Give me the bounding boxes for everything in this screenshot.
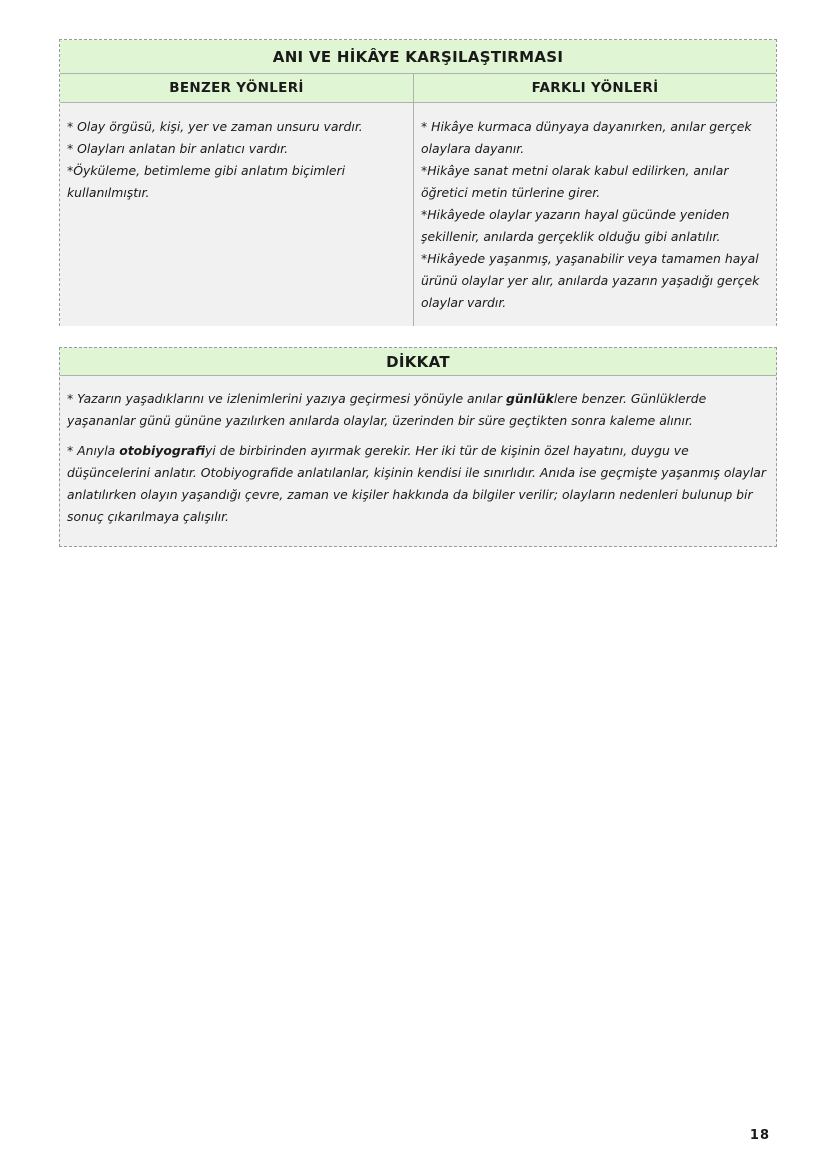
column-headers — [60, 74, 776, 103]
similar-cell — [60, 103, 414, 326]
dikkat-bold-term: günlük — [505, 391, 554, 406]
comparison-title: ANI VE HİKÂYE KARŞILAŞTIRMASI — [60, 40, 776, 74]
comparison-body — [60, 103, 776, 326]
dikkat-bold-term: otobiyografi — [119, 443, 205, 458]
dikkat-text: lere benzer. Günlüklerde yaşananlar günü gününe yazılırken anılarda olaylar, üzerinden bir süre geçtikten sonra kaleme alınır. — [67, 391, 707, 428]
different-item: *Hikâyede olaylar yazarın hayal gücünde yeniden şekillenir, anılarda gerçeklik olduğu gibi anlatılır. — [421, 207, 730, 244]
dikkat-text: * Anıyla — [67, 443, 120, 458]
different-item: * Hikâye kurmaca dünyaya dayanırken, anılar gerçek olaylara dayanır. — [421, 119, 752, 156]
page-number: 18 — [749, 1128, 770, 1143]
different-item: *Hikâye sanat metni olarak kabul edilirken, anılar öğretici metin türlerine girer. — [421, 163, 729, 200]
dikkat-paragraph — [67, 388, 769, 432]
different-cell — [414, 103, 776, 326]
dikkat-title: DİKKAT — [60, 348, 776, 376]
different-item: *Hikâyede yaşanmış, yaşanabilir veya tamamen hayal ürünü olaylar yer alır, anılarda yazarın yaşadığı gerçek olaylar vardır. — [421, 251, 760, 310]
similar-item: * Olayları anlatan bir anlatıcı vardır. — [67, 141, 289, 156]
similar-header: BENZER YÖNLERİ — [60, 74, 414, 102]
dikkat-box — [59, 347, 777, 547]
dikkat-text: * Yazarın yaşadıklarını ve izlenimlerini yazıya geçirmesi yönüyle anılar — [67, 391, 506, 406]
comparison-table — [59, 39, 777, 326]
similar-item: * Olay örgüsü, kişi, yer ve zaman unsuru vardır. — [67, 119, 363, 134]
dikkat-text: yi de birbirinden ayırmak gerekir. Her iki tür de kişinin özel hayatını, duygu ve düşüncelerini anlatır. Otobiyografide anlatılanlar, kişinin kendisi ile sınırlıdır. Anıda ise geçmişte yaşanmış olaylar anlatılırken olayın yaşandığı çevre, zaman ve kişiler hakkında da bilgiler verilir; olayların nedenleri bulunup bir sonuç çıkarılmaya çalışılır. — [67, 443, 766, 524]
different-header: FARKLI YÖNLERİ — [414, 74, 776, 102]
similar-item: *Öyküleme, betimleme gibi anlatım biçimleri kullanılmıştır. — [67, 163, 346, 200]
dikkat-paragraph — [67, 440, 769, 528]
